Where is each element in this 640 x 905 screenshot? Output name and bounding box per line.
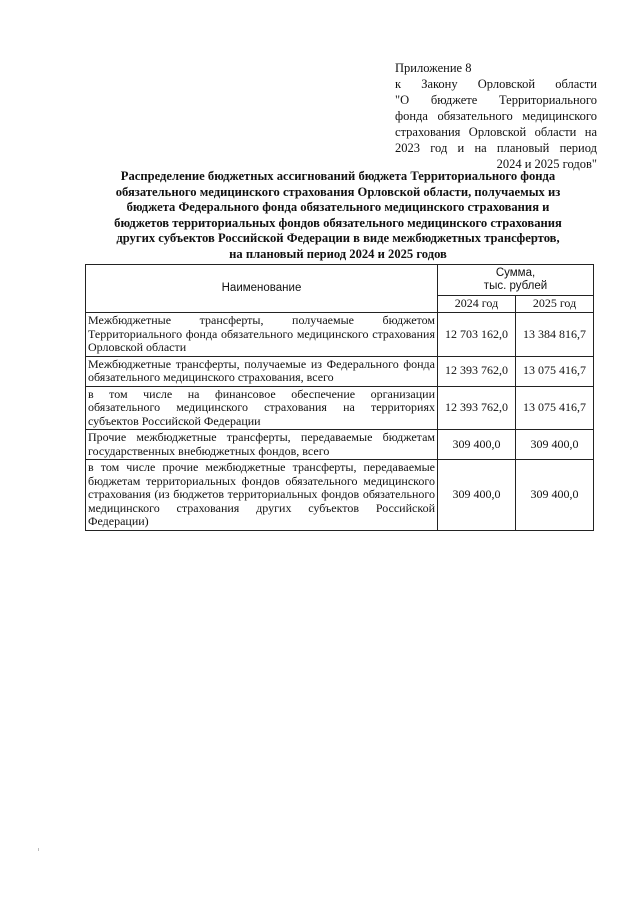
row-value-2025: 13 384 816,7 [516, 313, 594, 357]
row-value-2024: 12 703 162,0 [438, 313, 516, 357]
appendix-header [395, 60, 597, 172]
row-name: в том числе прочие межбюджетные трансферты, передаваемые бюджетам территориальных фондов обязательного медицинского страхования (из бюджетов территориальных фондов обязательного медицинского страхования других субъектов Российской Федерации) [86, 460, 438, 531]
title-line: бюджетов территориальных фондов обязательного медицинского страхования [114, 215, 562, 230]
appendix-line: Приложение 8 [395, 61, 472, 75]
column-header-2024: 2024 год [438, 296, 516, 313]
row-name: Межбюджетные трансферты, получаемые бюджетом Территориального фонда обязательного медицинского страхования Орловской области [86, 313, 438, 357]
document-title [100, 169, 576, 263]
table-row [86, 430, 594, 460]
row-value-2025: 13 075 416,7 [516, 386, 594, 430]
title-line: на плановый период 2024 и 2025 годов [229, 246, 447, 261]
appendix-line: к Закону Орловской области [395, 77, 597, 91]
title-line: Распределение бюджетных ассигнований бюджета Территориального фонда [120, 169, 556, 183]
sum-unit: тыс. рублей [483, 280, 548, 292]
table-header-row [86, 265, 594, 296]
row-value-2025: 309 400,0 [516, 430, 594, 460]
budget-table [85, 264, 594, 531]
table-row [86, 313, 594, 357]
title-line: бюджета Федерального фонда обязательного медицинского страхования и [126, 200, 550, 215]
table-row [86, 460, 594, 531]
sum-label: Сумма, [495, 267, 536, 279]
row-value-2024: 309 400,0 [438, 430, 516, 460]
table-row [86, 386, 594, 430]
row-name: Прочие межбюджетные трансферты, передаваемые бюджетам государственных внебюджетных фондов, всего [86, 430, 438, 460]
title-line: обязательного медицинского страхования Орловской области, получаемых из [115, 184, 561, 199]
appendix-line: 2023 год и на плановый период [395, 141, 597, 155]
row-name: в том числе на финансовое обеспечение организации обязательного медицинского страхования на территориях субъектов Российской Федерации [86, 386, 438, 430]
row-value-2025: 13 075 416,7 [516, 356, 594, 386]
row-value-2025: 309 400,0 [516, 460, 594, 531]
row-value-2024: 309 400,0 [438, 460, 516, 531]
column-header-name: Наименование [86, 265, 438, 313]
column-header-2025: 2025 год [516, 296, 594, 313]
row-value-2024: 12 393 762,0 [438, 386, 516, 430]
scan-speck [38, 848, 39, 851]
appendix-line: 2024 и 2025 годов" [496, 157, 597, 171]
appendix-line: "О бюджете Территориального [395, 93, 597, 107]
column-header-sum [438, 265, 594, 296]
row-value-2024: 12 393 762,0 [438, 356, 516, 386]
title-line: других субъектов Российской Федерации в виде межбюджетных трансфертов, [116, 231, 560, 246]
table-row [86, 356, 594, 386]
appendix-line: фонда обязательного медицинского [395, 109, 597, 123]
appendix-line: страхования Орловской области на [395, 125, 597, 139]
row-name: Межбюджетные трансферты, получаемые из Федерального фонда обязательного медицинского страхования, всего [86, 356, 438, 386]
